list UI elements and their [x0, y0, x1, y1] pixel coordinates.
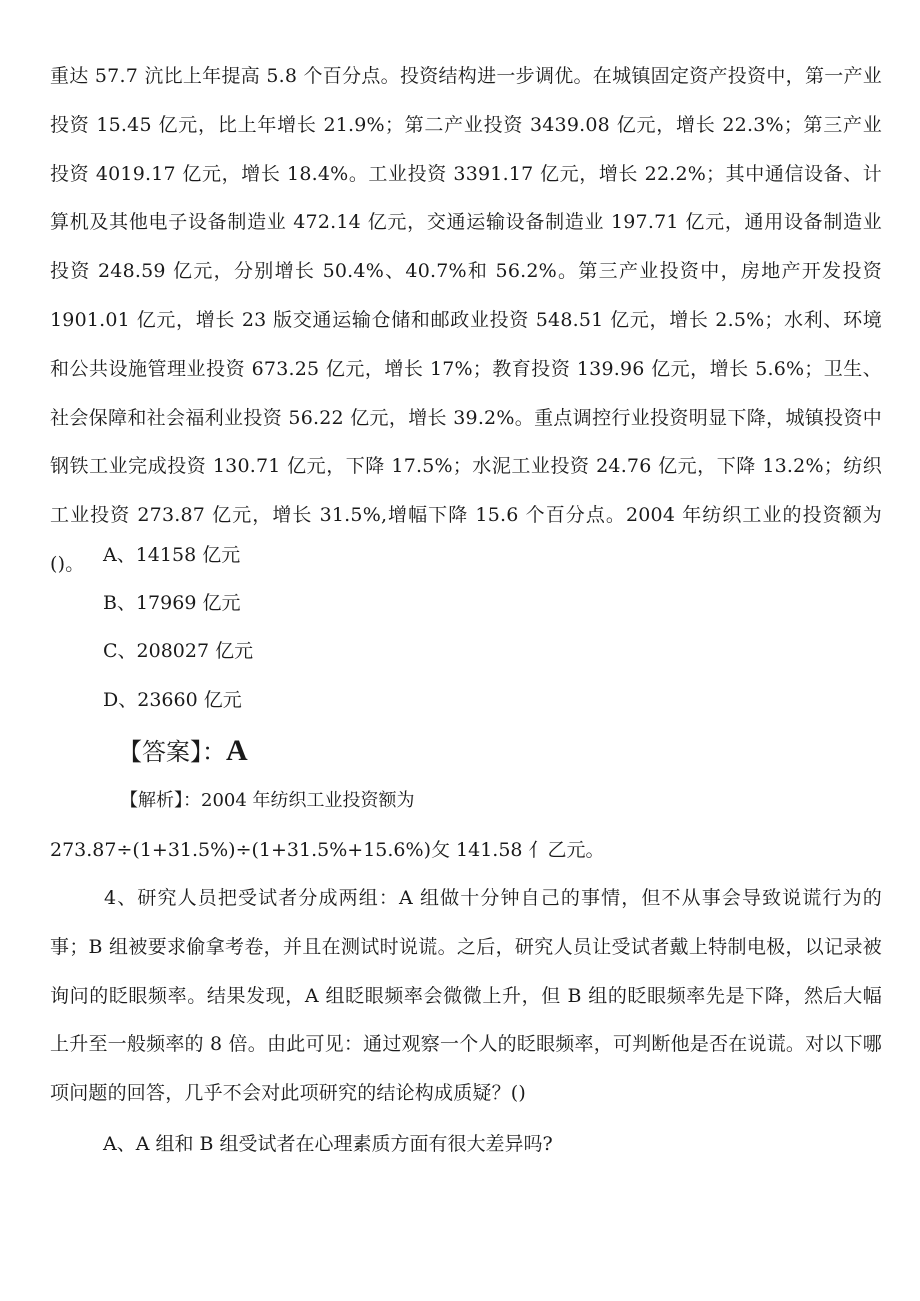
question-3-option-c: C、208027 亿元	[103, 640, 254, 662]
question-4-option-a: A、A 组和 B 组受试者在心理素质方面有很大差异吗?	[103, 1133, 553, 1155]
question-4-stem: 4、研究人员把受试者分成两组：A 组做十分钟自己的事情，但不从事会导致说谎行为的事；B 组被要求偷拿考卷，并且在测试时说谎。之后，研究人员让受试者戴上特制电极，以记录被询问的眨眼频率。结果发现，A 组眨眼频率会微微上升，但 B 组的眨眼频率先是下降，然后大幅上升至一般频率的 8 倍。由此可见：通过观察一个人的眨眼频率，可判断他是否在说谎。对以下哪项问题的回答，几乎不会对此项研究的结论构成质疑？()	[50, 887, 882, 1105]
answer-letter: A	[226, 734, 248, 767]
question-3-option-a: A、14158 亿元	[103, 544, 241, 566]
question-3-answer	[118, 731, 248, 773]
answer-label: 【答案】：	[118, 739, 226, 766]
question-3-formula: 273.87÷(1+31.5%)÷(1+31.5%+15.6%)攵 141.58 亻乙元。	[50, 839, 605, 861]
question-3-analysis: 【解析】：2004 年纺织工业投资额为	[120, 790, 415, 811]
question-3-option-b: B、17969 亿元	[103, 592, 241, 614]
question-3-passage: 重达 57.7 沆比上年提高 5.8 个百分点。投资结构进一步调优。在城镇固定资产投资中，第一产业投资 15.45 亿元，比上年增长 21.9%；第二产业投资 3439.08 亿元，增长 22.3%；第三产业投资 4019.17 亿元，增长 18.4%。工业投资 3391.17 亿元，增长 22.2%；其中通信设备、计算机及其他电子设备制造业 472.14 亿元，交通运输设备制造业 197.71 亿元，通用设备制造业投资 248.59 亿元，分别增长 50.4%、40.7%和 56.2%。第三产业投资中，房地产开发投资 1901.01 亿元，增长 23 版交通运输仓储和邮政业投资 548.51 亿元，增长 2.5%；水利、环境和公共设施管理业投资 673.25 亿元，增长 17%；教育投资 139.96 亿元，增长 5.6%；卫生、社会保障和社会福利业投资 56.22 亿元，增长 39.2%。重点调控行业投资明显下降，城镇投资中钢铁工业完成投资 130.71 亿元，下降 17.5%；水泥工业投资 24.76 亿元，下降 13.2%；纺织工业投资 273.87 亿元，增长 31.5%,增幅下降 15.6 个百分点。2004 年纺织工业的投资额为()。	[50, 65, 882, 575]
question-3-option-d: D、23660 亿元	[103, 689, 242, 711]
